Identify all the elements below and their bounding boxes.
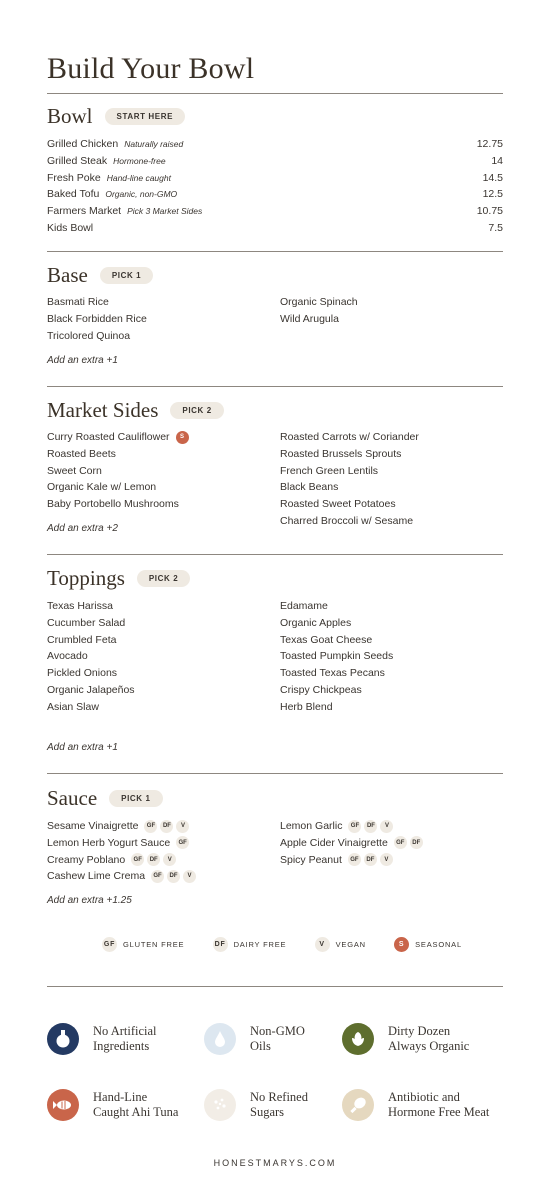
feature-antibiotic-free bbox=[342, 1089, 489, 1121]
menu-option[interactable] bbox=[280, 446, 401, 462]
option-name: Crumbled Feta bbox=[47, 633, 117, 646]
v-badge: V bbox=[315, 937, 330, 952]
feature-no-artificial bbox=[47, 1023, 157, 1055]
item-price: 14 bbox=[491, 154, 503, 167]
legend-label: GLUTEN FREE bbox=[123, 940, 185, 949]
section-title: Base bbox=[47, 263, 88, 287]
item-description: Organic, non-GMO bbox=[105, 189, 178, 200]
v-badge: V bbox=[176, 820, 189, 833]
menu-option[interactable] bbox=[47, 446, 116, 462]
option-name: Black Beans bbox=[280, 481, 339, 494]
df-badge: DF bbox=[167, 870, 180, 883]
option-name: Organic Apples bbox=[280, 616, 352, 629]
option-name: Charred Broccoli w/ Sesame bbox=[280, 515, 414, 527]
option-name: Baby Portobello Mushrooms bbox=[47, 498, 179, 511]
seasonal-badge: S bbox=[176, 431, 189, 444]
drumstick-icon bbox=[342, 1089, 374, 1121]
option-name: Avocado bbox=[47, 650, 88, 663]
df-badge: DF bbox=[160, 820, 173, 833]
menu-option[interactable] bbox=[280, 598, 328, 614]
legend-vegan bbox=[315, 937, 366, 952]
section-title: Bowl bbox=[47, 104, 93, 128]
v-badge: V bbox=[380, 853, 393, 866]
feature-text: Dirty Dozen Always Organic bbox=[388, 1024, 470, 1053]
feature-non-gmo bbox=[204, 1023, 305, 1055]
feature-no-refined-sugars bbox=[204, 1089, 308, 1121]
df-badge: DF bbox=[147, 853, 160, 866]
option-name: Sesame Vinaigrette bbox=[47, 820, 139, 832]
option-name: Organic Kale w/ Lemon bbox=[47, 481, 157, 494]
v-badge: V bbox=[183, 870, 196, 883]
menu-option[interactable] bbox=[47, 294, 109, 310]
bowl-item[interactable] bbox=[47, 170, 503, 186]
item-name: Kids Bowl bbox=[47, 222, 94, 234]
option-name: Roasted Brussels Sprouts bbox=[280, 447, 402, 460]
start-here-pill: START HERE bbox=[105, 108, 186, 125]
bowl-item[interactable] bbox=[47, 153, 503, 169]
option-name: Toasted Pumpkin Seeds bbox=[280, 650, 394, 663]
option-name: Crispy Chickpeas bbox=[280, 684, 362, 696]
item-name: Farmers Market bbox=[47, 205, 122, 218]
option-name: French Green Lentils bbox=[280, 464, 379, 477]
item-name: Fresh Poke bbox=[47, 171, 101, 184]
add-extra-note: Add an extra +1 bbox=[47, 742, 118, 753]
s-badge: S bbox=[394, 937, 409, 952]
footer-website[interactable]: HONESTMARYS.COM bbox=[213, 1158, 337, 1168]
gf-badge: GF bbox=[348, 820, 361, 833]
menu-option[interactable] bbox=[280, 632, 372, 648]
item-description: Hand-line caught bbox=[106, 172, 171, 183]
menu-option[interactable] bbox=[280, 699, 333, 715]
gf-badge: GF bbox=[102, 937, 117, 952]
option-name: Tricolored Quinoa bbox=[47, 329, 131, 342]
option-name: Spicy Peanut bbox=[280, 853, 342, 866]
menu-option[interactable] bbox=[47, 463, 102, 479]
feature-hand-line-tuna bbox=[47, 1089, 178, 1121]
sauce-option[interactable] bbox=[47, 852, 176, 868]
v-badge: V bbox=[163, 853, 176, 866]
legend-label: SEASONAL bbox=[415, 940, 462, 949]
option-name: Texas Goat Cheese bbox=[280, 633, 373, 646]
add-extra-note: Add an extra +2 bbox=[47, 523, 118, 534]
leaf-icon bbox=[342, 1023, 374, 1055]
v-badge: V bbox=[380, 820, 393, 833]
menu-option[interactable] bbox=[47, 699, 99, 715]
menu-option[interactable] bbox=[280, 513, 413, 529]
option-name: Organic Jalapeños bbox=[47, 684, 135, 696]
sauce-section-header bbox=[47, 786, 163, 811]
pick-pill: PICK 1 bbox=[100, 267, 153, 284]
option-name: Lemon Herb Yogurt Sauce bbox=[47, 836, 171, 849]
option-name: Sweet Corn bbox=[47, 464, 102, 477]
item-price: 12.5 bbox=[482, 188, 503, 201]
menu-option[interactable] bbox=[47, 648, 88, 664]
sauce-option[interactable] bbox=[47, 818, 189, 834]
section-title: Market Sides bbox=[47, 398, 159, 422]
add-extra-note: Add an extra +1 bbox=[47, 355, 118, 366]
item-description: Pick 3 Market Sides bbox=[127, 206, 203, 217]
menu-option[interactable] bbox=[280, 463, 378, 479]
sugar-icon bbox=[204, 1089, 236, 1121]
feature-text: Antibiotic and Hormone Free Meat bbox=[388, 1090, 490, 1119]
divider bbox=[47, 93, 503, 94]
menu-option[interactable] bbox=[47, 598, 113, 614]
item-name: Baked Tofu bbox=[47, 188, 100, 201]
menu-option[interactable] bbox=[280, 429, 419, 445]
bowl-item[interactable] bbox=[47, 136, 503, 152]
df-badge: DF bbox=[213, 937, 228, 952]
gf-badge: GF bbox=[176, 836, 189, 849]
bowl-item[interactable] bbox=[47, 220, 503, 236]
item-description: Hormone-free bbox=[113, 155, 166, 166]
menu-option[interactable] bbox=[280, 665, 385, 681]
gf-badge: GF bbox=[144, 820, 157, 833]
menu-option[interactable] bbox=[280, 682, 362, 698]
sauce-option[interactable] bbox=[47, 835, 189, 851]
add-extra-note: Add an extra +1.25 bbox=[47, 895, 132, 906]
menu-option[interactable] bbox=[280, 294, 358, 310]
df-badge: DF bbox=[410, 836, 423, 849]
df-badge: DF bbox=[364, 853, 377, 866]
bowl-section-header bbox=[47, 104, 185, 129]
option-name: Apple Cider Vinaigrette bbox=[280, 836, 388, 849]
option-name: Basmati Rice bbox=[47, 296, 109, 308]
feature-text: No Artificial Ingredients bbox=[93, 1024, 157, 1053]
dietary-legend bbox=[102, 937, 462, 952]
option-name: Black Forbidden Rice bbox=[47, 312, 147, 325]
toppings-section-header bbox=[47, 566, 190, 591]
menu-option[interactable] bbox=[47, 682, 135, 698]
option-name: Edamame bbox=[280, 600, 328, 612]
menu-option[interactable] bbox=[47, 615, 125, 631]
option-name: Roasted Sweet Potatoes bbox=[280, 498, 396, 511]
section-title: Sauce bbox=[47, 786, 98, 810]
option-name: Toasted Texas Pecans bbox=[280, 667, 385, 680]
market-sides-section-header bbox=[47, 398, 224, 423]
sauce-option[interactable] bbox=[47, 868, 196, 884]
menu-option[interactable] bbox=[280, 479, 338, 495]
pick-pill: PICK 1 bbox=[109, 790, 162, 807]
gf-badge: GF bbox=[348, 853, 361, 866]
divider bbox=[47, 986, 503, 987]
bowl-item[interactable] bbox=[47, 186, 503, 202]
legend-seasonal bbox=[394, 937, 462, 952]
bowl-item[interactable] bbox=[47, 203, 503, 219]
menu-option[interactable] bbox=[280, 311, 339, 327]
legend-gluten-free bbox=[102, 937, 184, 952]
fish-icon bbox=[47, 1089, 79, 1121]
feature-dirty-dozen bbox=[342, 1023, 469, 1055]
option-name: Herb Blend bbox=[280, 700, 333, 713]
option-name: Asian Slaw bbox=[47, 700, 99, 713]
menu-option[interactable] bbox=[47, 632, 116, 648]
legend-label: VEGAN bbox=[335, 940, 366, 949]
item-price: 10.75 bbox=[476, 205, 503, 218]
menu-option[interactable] bbox=[47, 665, 117, 681]
item-name: Grilled Chicken bbox=[47, 138, 119, 150]
gf-badge: GF bbox=[394, 836, 407, 849]
pick-pill: PICK 2 bbox=[137, 570, 190, 587]
feature-text: Hand-Line Caught Ahi Tuna bbox=[93, 1090, 179, 1119]
option-name: Cucumber Salad bbox=[47, 616, 126, 629]
base-section-header bbox=[47, 263, 153, 288]
gf-badge: GF bbox=[131, 853, 144, 866]
sauce-option[interactable] bbox=[280, 852, 393, 868]
option-name: Curry Roasted Cauliflower bbox=[47, 431, 170, 443]
legend-dairy-free bbox=[213, 937, 287, 952]
drop-icon bbox=[204, 1023, 236, 1055]
sauce-option[interactable] bbox=[280, 818, 393, 834]
menu-option[interactable] bbox=[47, 429, 189, 445]
option-name: Texas Harissa bbox=[47, 600, 113, 612]
item-price: 12.75 bbox=[476, 138, 503, 150]
sauce-option[interactable] bbox=[280, 835, 423, 851]
legend-label: DAIRY FREE bbox=[233, 940, 287, 949]
option-name: Organic Spinach bbox=[280, 296, 358, 308]
option-name: Roasted Carrots w/ Coriander bbox=[280, 431, 419, 443]
menu-option[interactable] bbox=[280, 648, 393, 664]
divider bbox=[47, 554, 503, 555]
item-price: 14.5 bbox=[482, 171, 503, 184]
page-title: Build Your Bowl bbox=[47, 52, 255, 85]
divider bbox=[47, 251, 503, 252]
option-name: Lemon Garlic bbox=[280, 820, 343, 832]
pick-pill: PICK 2 bbox=[170, 402, 223, 419]
divider bbox=[47, 386, 503, 387]
df-badge: DF bbox=[364, 820, 377, 833]
menu-option[interactable] bbox=[280, 496, 396, 512]
feature-text: No Refined Sugars bbox=[250, 1090, 308, 1119]
option-name: Creamy Poblano bbox=[47, 853, 126, 866]
option-name: Pickled Onions bbox=[47, 667, 118, 680]
menu-option[interactable] bbox=[280, 615, 351, 631]
divider bbox=[47, 773, 503, 774]
section-title: Toppings bbox=[47, 566, 125, 590]
option-name: Cashew Lime Crema bbox=[47, 870, 146, 883]
bottle-icon bbox=[47, 1023, 79, 1055]
item-name: Grilled Steak bbox=[47, 154, 108, 167]
item-price: 7.5 bbox=[488, 222, 503, 234]
menu-option[interactable] bbox=[47, 479, 156, 495]
menu-option[interactable] bbox=[47, 328, 130, 344]
gf-badge: GF bbox=[151, 870, 164, 883]
item-description: Naturally raised bbox=[124, 139, 184, 149]
menu-option[interactable] bbox=[47, 311, 147, 327]
feature-text: Non-GMO Oils bbox=[250, 1024, 305, 1053]
option-name: Roasted Beets bbox=[47, 447, 116, 460]
menu-option[interactable] bbox=[47, 496, 179, 512]
option-name: Wild Arugula bbox=[280, 312, 339, 325]
